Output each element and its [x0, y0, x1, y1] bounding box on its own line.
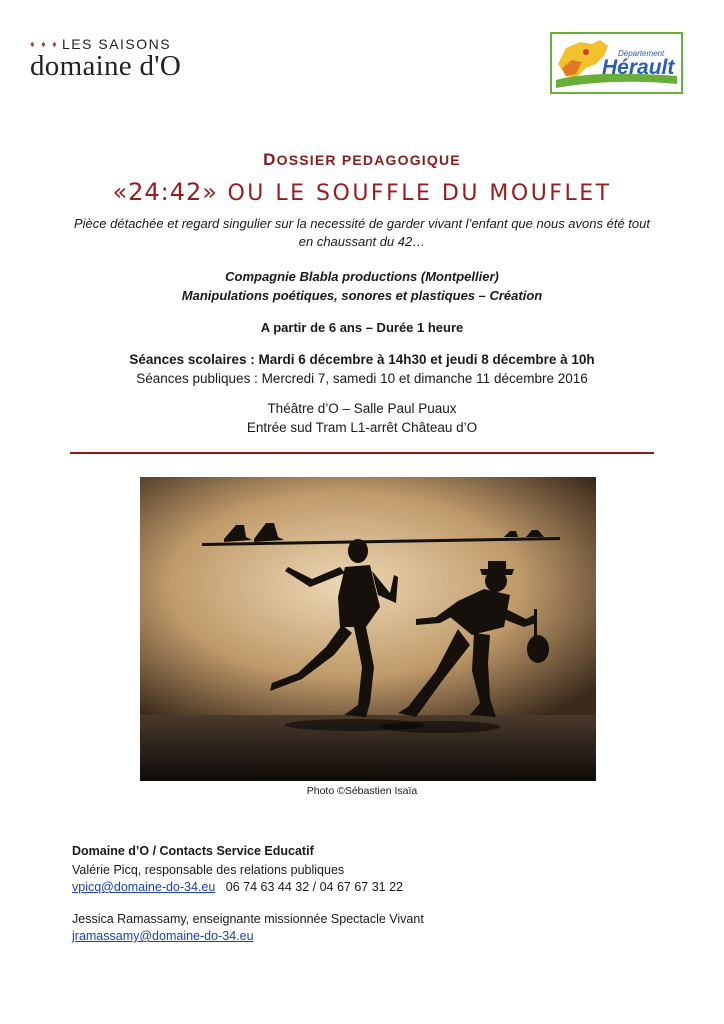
contacts-block [72, 843, 424, 945]
logo-diamonds: ♦ ♦ ♦ [30, 39, 59, 49]
contact-person-2: Jessica Ramassamy, enseignante missionnée Spectacle Vivant [72, 912, 424, 926]
seances-publiques: Séances publiques : Mercredi 7, samedi 10 et dimanche 11 décembre 2016 [136, 371, 588, 386]
logo-domaine-text: domaine d'O [30, 50, 182, 82]
logo-saisons-text: LES SAISONS [62, 36, 172, 52]
seances-scolaires: Séances scolaires : Mardi 6 décembre à 14h30 et jeudi 8 décembre à 10h [129, 352, 595, 367]
herault-logo-line2: Hérault [602, 56, 675, 79]
show-title [0, 178, 724, 206]
dossier-kicker [0, 150, 724, 170]
kicker-initial: D [263, 150, 277, 169]
contact-email-1-link[interactable]: vpicq@domaine-do-34.eu [72, 880, 216, 894]
photo-caption: Photo ©Sébastien Isaïa [306, 785, 418, 797]
show-photo [140, 477, 596, 781]
kicker-rest: OSSIER PEDAGOGIQUE [276, 152, 461, 168]
contact-phones-1: 06 74 63 44 32 / 04 67 67 31 22 [225, 880, 404, 894]
domaine-do-logo [30, 36, 230, 86]
compagnie-block [0, 267, 724, 305]
section-divider [70, 452, 654, 454]
herault-logo-line1: Département [618, 49, 665, 58]
herault-map-icon [552, 34, 681, 92]
age-duration: A partir de 6 ans – Durée 1 heure [260, 320, 464, 335]
contact-email-2-link[interactable]: jramassamy@domaine-do-34.eu [72, 929, 254, 943]
contacts-heading: Domaine d’O / Contacts Service Educatif [72, 844, 314, 858]
show-subtitle: Pièce détachée et regard singulier sur la necessité de garder vivant l’enfant que nous avons été tout en chaussant du 42… [74, 216, 650, 249]
herault-logo [550, 32, 683, 94]
venue-name: Théâtre d’O – Salle Paul Puaux [267, 401, 457, 416]
contact-person-1: Valérie Picq, responsable des relations publiques [72, 863, 345, 877]
venue-access: Entrée sud Tram L1-arrêt Château d’O [246, 420, 478, 435]
show-title-quote: «24:42» [112, 178, 218, 206]
contact-line-1 [72, 879, 424, 896]
show-title-rest: OU LE SOUFFLE DU MOUFLET [227, 181, 612, 206]
compagnie-name: Compagnie Blabla productions (Montpellier) [225, 269, 499, 284]
show-genre: Manipulations poétiques, sonores et plastiques – Création [181, 288, 543, 303]
venue-block [0, 399, 724, 437]
shadow-performers-image [140, 477, 596, 781]
